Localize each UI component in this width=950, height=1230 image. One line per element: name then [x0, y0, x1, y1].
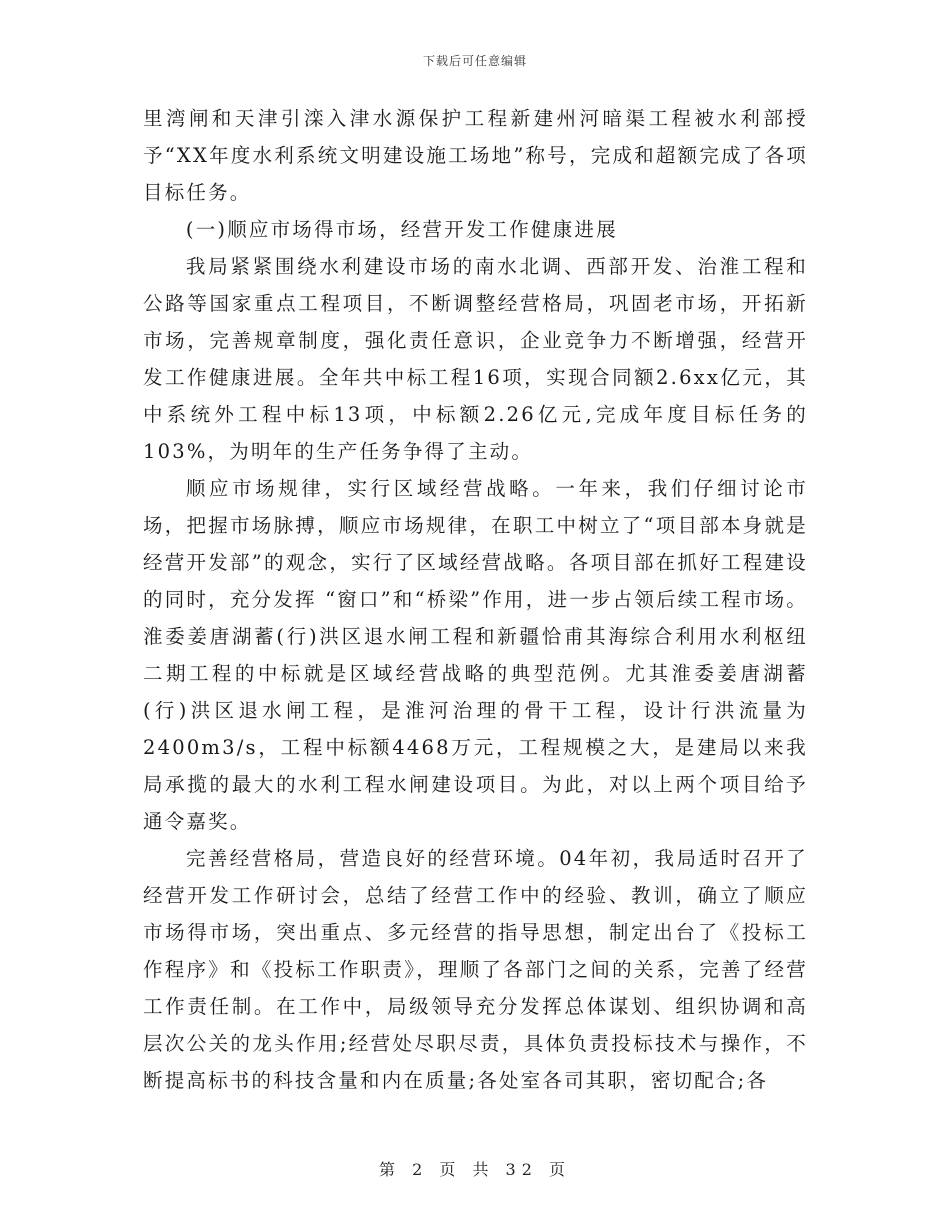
paragraph-continuation: 里湾闸和天津引滦入津水源保护工程新建州河暗渠工程被水利部授予“XX年度水利系统文明建设施工场地”称号，完成和超额完成了各项目标任务。 — [143, 107, 808, 204]
paragraph: 顺应市场规律，实行区域经营战略。一年来，我们仔细讨论市场，把握市场脉搏，顺应市场规律，在职工中树立了“项目部本身就是经营开发部”的观念，实行了区域经营战略。各项目部在抓好工程建设的同时，充分发挥 “窗口”和“桥梁”作用，进一步占领后续工程市场。淮委姜唐湖蓄(行)洪区退水闸工程和新疆恰甫其海综合利用水利枢纽二期工程的中标就是区域经营战略的典型范例。尤其淮委姜唐湖蓄(行)洪区退水闸工程，是淮河治理的骨干工程，设计行洪流量为2400m3/s，工程中标额4468万元，工程规模之大，是建局以来我局承揽的最大的水利工程水闸建设项目。为此，对以上两个项目给予通令嘉奖。 — [143, 477, 808, 833]
header-note: 下载后可任意编辑 — [422, 54, 527, 68]
paragraph: 完善经营格局，营造良好的经营环境。04年初，我局适时召开了经营开发工作研讨会，总结了经营工作中的经验、教训，确立了顺应市场得市场，突出重点、多元经营的指导思想，制定出台了《投标工作程序》和《投标工作职责》，理顺了各部门之间的关系，完善了经营工作责任制。在工作中，局级领导充分发挥总体谋划、组织协调和高层次公关的龙头作用;经营处尽职尽责，具体负责投标技术与操作，不断提高标书的科技含量和内在质量;各处室各司其职，密切配合;各 — [143, 847, 808, 1092]
page-number-footer: 第 2 页 共 32 页 — [379, 1160, 571, 1179]
section-heading: (一)顺应市场得市场，经营开发工作健康进展 — [185, 218, 618, 241]
body-text — [143, 100, 808, 1099]
paragraph: 我局紧紧围绕水利建设市场的南水北调、西部开发、治淮工程和公路等国家重点工程项目，不断调整经营格局，巩固老市场，开拓新市场，完善规章制度，强化责任意识，企业竞争力不断增强，经营开发工作健康进展。全年共中标工程16项，实现合同额2.6xx亿元，其中系统外工程中标13项，中标额2.26亿元,完成年度目标任务的103%，为明年的生产任务争得了主动。 — [143, 255, 808, 463]
